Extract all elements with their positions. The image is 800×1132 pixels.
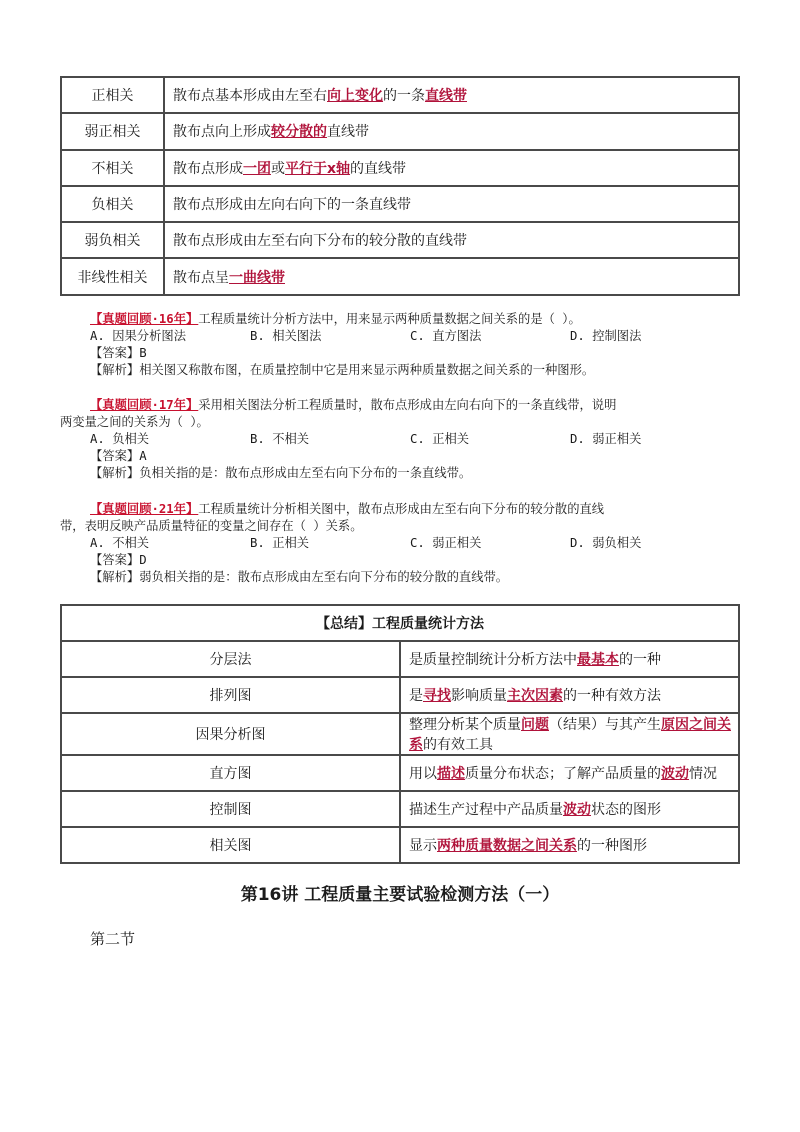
answer: 【答案】B: [90, 346, 147, 360]
text-segment: 的一种: [619, 652, 661, 668]
text-segment: 的直线带: [350, 160, 407, 177]
question-tag: 【真题回顾·16年】: [90, 312, 199, 326]
option-b: B. 不相关: [250, 432, 310, 446]
highlight-text: 原因之间关系: [409, 717, 731, 753]
text-segment: 是质量控制统计分析方法中: [409, 652, 577, 668]
row-description: [400, 713, 739, 755]
answer: 【答案】A: [90, 449, 147, 463]
method-name: 相关图: [61, 827, 400, 863]
text-segment: 质量分布状态；了解产品质量的: [465, 766, 661, 782]
method-name: 因果分析图: [61, 713, 400, 755]
text-segment: 散布点形成由左至右向下分布的较分散的直线带: [173, 233, 467, 250]
table-row: [61, 791, 739, 827]
table-row: [61, 150, 739, 186]
option-c: C. 弱正相关: [410, 536, 482, 550]
option-b: B. 相关图法: [250, 329, 322, 343]
text-segment: 直线带: [327, 124, 369, 141]
question-stem: 采用相关图法分析工程质量时，散布点形成由左向右向下的一条直线带，说明: [198, 398, 617, 412]
correlation-type: 不相关: [61, 150, 164, 186]
option-d: D. 控制图法: [570, 329, 642, 343]
table-row: [61, 713, 739, 755]
row-description: [164, 222, 739, 258]
question-stem: 工程质量统计分析方法中，用来显示两种质量数据之间关系的是（ ）。: [198, 312, 581, 326]
question-16: [90, 311, 730, 379]
row-description: [400, 791, 739, 827]
text-segment: 散布点呈: [173, 269, 229, 286]
text-segment: 影响质量: [451, 688, 507, 704]
text-segment: 散布点基本形成由左至右: [173, 88, 327, 105]
row-description: [400, 827, 739, 863]
answer: 【答案】D: [90, 553, 147, 567]
text-segment: 的有效工具: [423, 737, 493, 753]
highlight-text: 一团: [243, 160, 271, 177]
option-a: A. 负相关: [90, 432, 150, 446]
text-segment: 描述生产过程中产品质量: [409, 802, 563, 818]
table-row: [61, 258, 739, 294]
question-tag: 【真题回顾·21年】: [90, 502, 199, 516]
highlight-text: 描述: [437, 766, 465, 782]
row-description: [164, 77, 739, 113]
option-b: B. 正相关: [250, 536, 310, 550]
correlation-type: 弱负相关: [61, 222, 164, 258]
options: [90, 431, 730, 448]
table-row: [61, 113, 739, 149]
analysis: 【解析】负相关指的是：散布点形成由左至右向下分布的一条直线带。: [90, 466, 472, 480]
highlight-text: 两种质量数据之间关系: [437, 838, 577, 854]
option-d: D. 弱负相关: [570, 536, 642, 550]
option-a: A. 因果分析图法: [90, 329, 186, 343]
table-row: [61, 755, 739, 791]
text-segment: 整理分析某个质量: [409, 717, 521, 733]
method-name: 控制图: [61, 791, 400, 827]
table-row: [61, 77, 739, 113]
question-stem-2: 两变量之间的关系为（ ）。: [60, 415, 209, 429]
row-description: [400, 677, 739, 713]
highlight-text: 主次因素: [507, 688, 563, 704]
options: [90, 535, 730, 552]
highlight-text: 向上变化: [327, 88, 383, 105]
option-a: A. 不相关: [90, 536, 150, 550]
text-segment: 散布点形成: [173, 160, 243, 177]
correlation-table: [60, 76, 740, 296]
text-segment: 显示: [409, 838, 437, 854]
summary-header: 【总结】工程质量统计方法: [61, 605, 739, 641]
highlight-text: 较分散的: [271, 124, 327, 141]
text-segment: 的一种图形: [577, 838, 647, 854]
text-segment: 散布点向上形成: [173, 124, 271, 141]
table-row: [61, 827, 739, 863]
highlight-text: 一曲线带: [229, 269, 285, 286]
text-segment: 是: [409, 688, 423, 704]
table-row: [61, 186, 739, 222]
text-segment: 散布点形成由左向右向下的一条直线带: [173, 197, 411, 214]
options: [90, 328, 730, 345]
analysis: 【解析】弱负相关指的是：散布点形成由左至右向下分布的较分散的直线带。: [90, 570, 509, 584]
lecture-title: 第16讲 工程质量主要试验检测方法（一）: [240, 885, 560, 905]
table-row: [61, 222, 739, 258]
summary-header-row: [61, 605, 739, 641]
method-name: 直方图: [61, 755, 400, 791]
text-segment: 状态的图形: [591, 802, 661, 818]
highlight-text: 波动: [563, 802, 591, 818]
correlation-type: 非线性相关: [61, 258, 164, 294]
method-name: 分层法: [61, 641, 400, 677]
analysis: 【解析】相关图又称散布图，在质量控制中它是用来显示两种质量数据之间关系的一种图形。: [90, 363, 595, 377]
highlight-text: 平行于x轴: [285, 160, 351, 177]
row-description: [400, 641, 739, 677]
option-c: C. 正相关: [410, 432, 470, 446]
row-description: [400, 755, 739, 791]
correlation-type: 正相关: [61, 77, 164, 113]
question-17: [60, 397, 730, 482]
highlight-text: 波动: [661, 766, 689, 782]
table-row: [61, 641, 739, 677]
row-description: [164, 113, 739, 149]
correlation-type: 负相关: [61, 186, 164, 222]
section-label: 第二节: [90, 930, 136, 948]
question-stem-2: 带，表明反映产品质量特征的变量之间存在（ ）关系。: [60, 519, 363, 533]
summary-table: [60, 604, 740, 864]
row-description: [164, 150, 739, 186]
highlight-text: 问题: [521, 717, 549, 733]
text-segment: 的一条: [383, 88, 425, 105]
question-21: [60, 501, 730, 586]
row-description: [164, 186, 739, 222]
text-segment: 或: [271, 160, 285, 177]
table-row: [61, 677, 739, 713]
option-d: D. 弱正相关: [570, 432, 642, 446]
text-segment: （结果）与其产生: [549, 717, 661, 733]
highlight-text: 直线带: [425, 88, 467, 105]
correlation-type: 弱正相关: [61, 113, 164, 149]
question-stem: 工程质量统计分析相关图中，散布点形成由左至右向下分布的较分散的直线: [198, 502, 605, 516]
option-c: C. 直方图法: [410, 329, 482, 343]
text-segment: 用以: [409, 766, 437, 782]
row-description: [164, 258, 739, 294]
text-segment: 情况: [689, 766, 717, 782]
method-name: 排列图: [61, 677, 400, 713]
highlight-text: 寻找: [423, 688, 451, 704]
text-segment: 的一种有效方法: [563, 688, 661, 704]
question-tag: 【真题回顾·17年】: [90, 398, 199, 412]
highlight-text: 最基本: [577, 652, 619, 668]
